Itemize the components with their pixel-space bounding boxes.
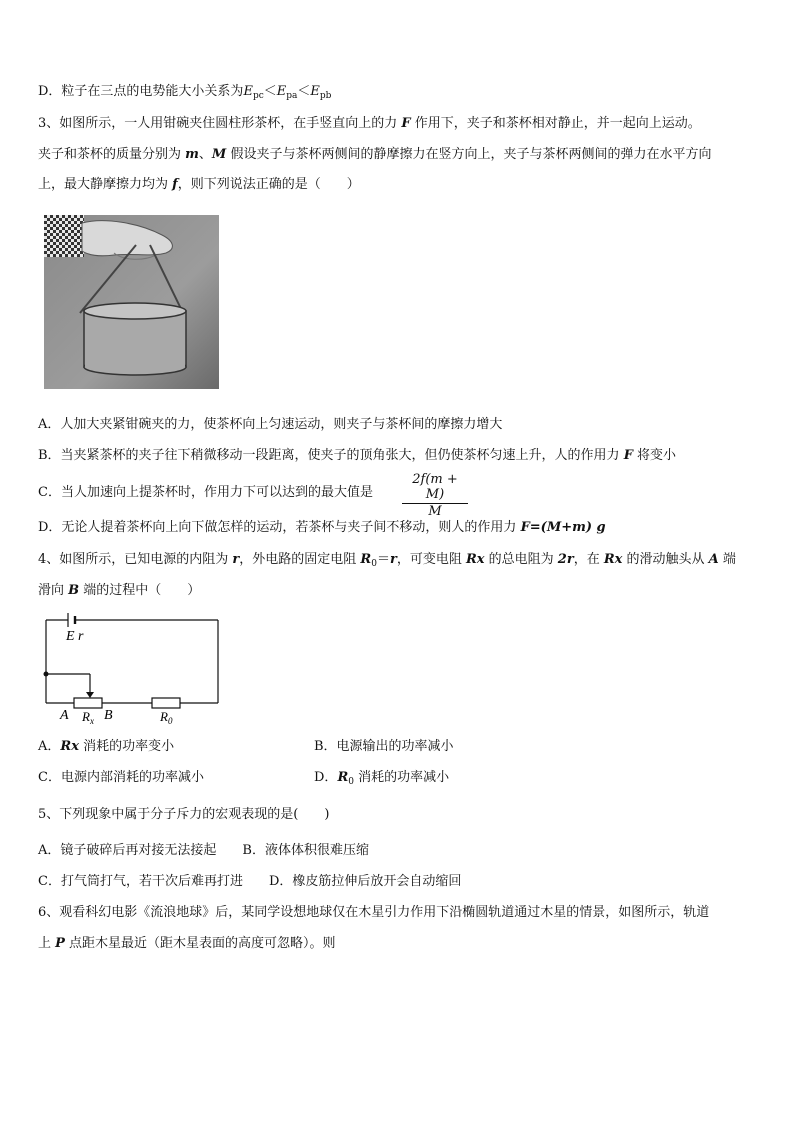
q4-stem-line-1: 4、如图所示，已知电源的内阻为 r，外电路的固定电阻 $R_0=r$，可变电阻 Rx 的总电阻为 2r，在 Rx 的滑动触头从 A 端 bbox=[38, 552, 736, 569]
q4-option-d: D．$R_0$ 消耗的功率减小 bbox=[314, 770, 450, 787]
q3-option-c-fraction bbox=[402, 472, 468, 519]
q6-stem-line-2: 上 P 点距木星最近（距木星表面的高度可忽略）。则 bbox=[38, 936, 336, 951]
q3-stem-line-1: 3、如图所示，一人用钳碗夹住圆柱形茶杯，在手竖直向上的力 F 作用下，夹子和茶杯相对静止，并一起向上运动。 bbox=[38, 116, 701, 131]
q3-option-a: A．人加大夹紧钳碗夹的力，使茶杯向上匀速运动，则夹子与茶杯间的摩擦力增大 bbox=[38, 417, 503, 432]
q5-options-cd: C．打气筒打气，若干次后难再打进 D．橡皮筋拉伸后放开会自动缩回 bbox=[38, 874, 462, 889]
hand-holding-cup-figure bbox=[44, 215, 219, 389]
fraction-numerator: 2f(m + M) bbox=[402, 472, 468, 504]
q3-option-b: B．当夹紧茶杯的夹子往下稍微移动一段距离，使夹子的顶角张大，但仍使茶杯匀速上升，人的作用力 F 将变小 bbox=[38, 448, 677, 463]
q4-option-b: B．电源输出的功率减小 bbox=[314, 739, 454, 754]
q5-options-ab: A．镜子破碎后再对接无法接起 B．液体体积很难压缩 bbox=[38, 843, 369, 858]
q6-stem-line-1: 6、观看科幻电影《流浪地球》后，某同学设想地球仅在木星引力作用下沿椭圆轨道通过木星的情景，如图所示，轨道 bbox=[38, 905, 710, 920]
q3-stem-line-3: 上，最大静摩擦力均为 f，则下列说法正确的是（ ） bbox=[38, 177, 360, 192]
circuit-label-source: E r bbox=[66, 629, 84, 644]
q4-stem-line-2: 滑向 B 端的过程中（ ） bbox=[38, 583, 201, 598]
q3-option-d: D．无论人提着茶杯向上向下做怎样的运动，若茶杯与夹子间不移动，则人的作用力 F=(M+m) g bbox=[38, 520, 606, 535]
circuit-diagram bbox=[38, 612, 228, 730]
circuit-label-b: B bbox=[104, 708, 113, 723]
circuit-label-r0: $R_0$ bbox=[160, 709, 173, 726]
q4-option-a: A．Rx 消耗的功率变小 bbox=[38, 739, 175, 754]
q3-option-c: C．当人加速向上提茶杯时，作用力下可以达到的最大值是 bbox=[38, 485, 373, 500]
fraction-denominator: M bbox=[428, 504, 442, 519]
q3-stem-line-2: 夹子和茶杯的质量分别为 m、M 假设夹子与茶杯两侧间的静摩擦力在竖方向上，夹子与茶杯两侧间的弹力在水平方向 bbox=[38, 147, 712, 162]
circuit-label-rx: $R_x$ bbox=[82, 709, 94, 726]
prev-question-option-d: D．粒子在三点的电势能大小关系为$E_{pc}<E_{pa}<E_{pb}$ bbox=[38, 84, 332, 101]
circuit-label-a: A bbox=[60, 708, 69, 723]
q4-option-c: C．电源内部消耗的功率减小 bbox=[38, 770, 204, 785]
q5-stem: 5、下列现象中属于分子斥力的宏观表现的是( ) bbox=[38, 807, 330, 822]
